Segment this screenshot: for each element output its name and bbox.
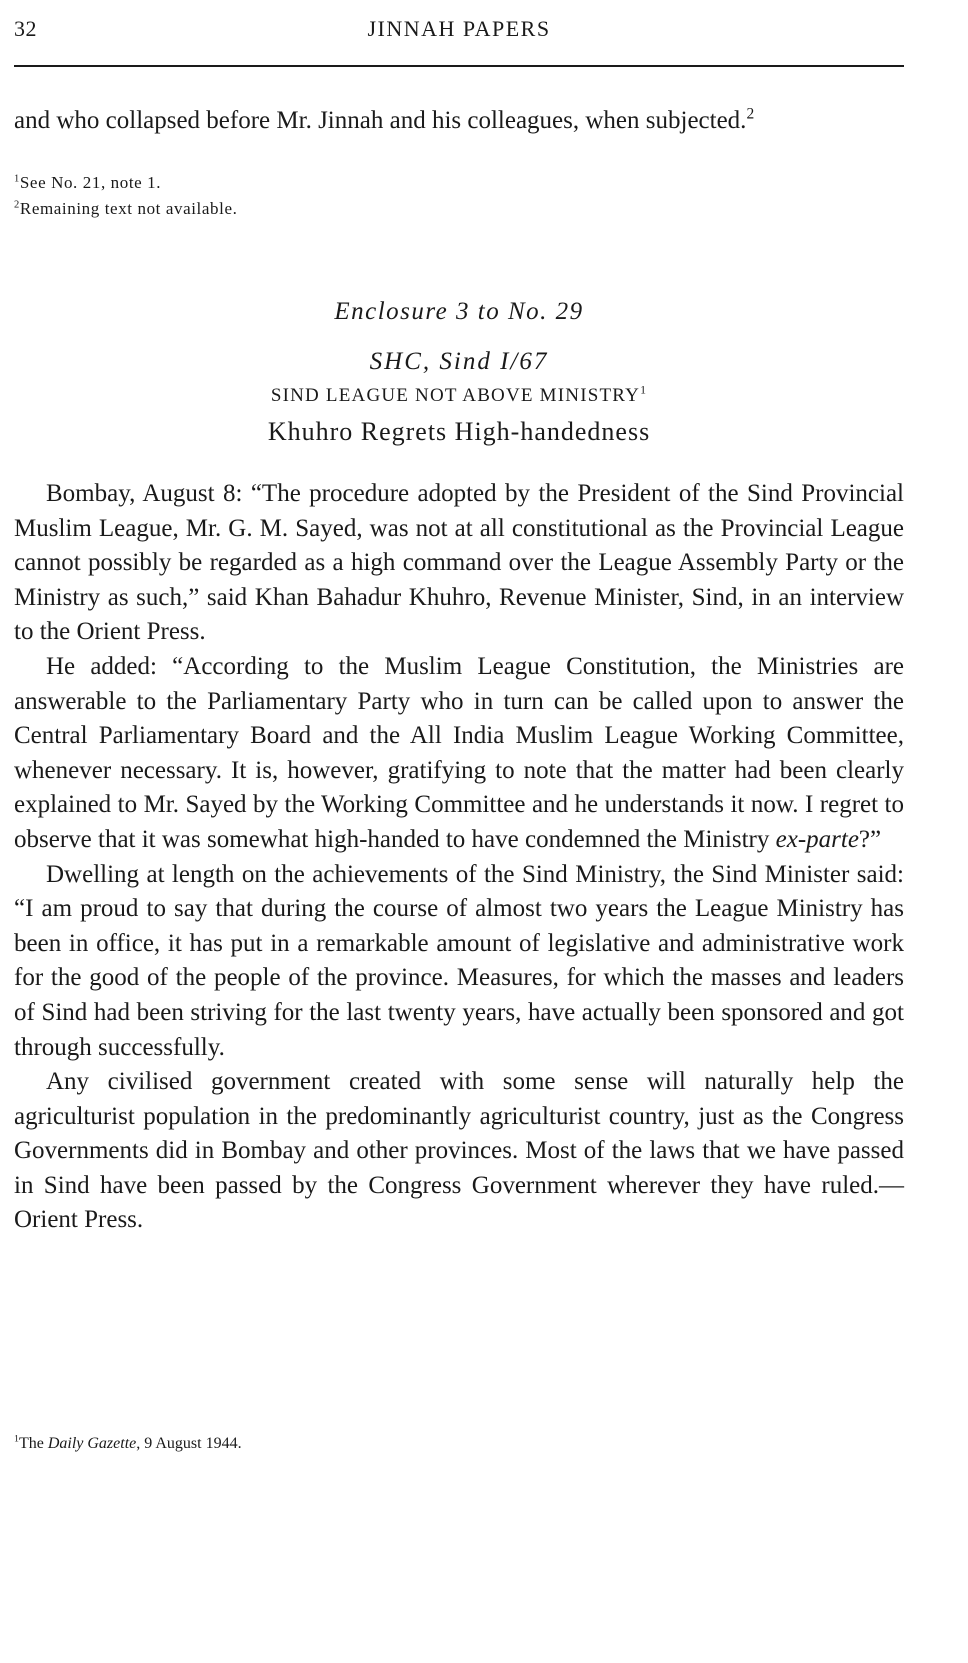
- footnote-text: The: [18, 1435, 48, 1452]
- note-reference: 2: [746, 105, 755, 123]
- italic-term: ex-parte: [775, 825, 859, 853]
- article-title-text: SIND LEAGUE NOT ABOVE MINISTRY: [270, 385, 641, 406]
- body-paragraph: Any civilised government created with some sense will naturally help the agriculturist population in the predominantly agriculturist country, just as the Congress Governments did in Bombay and other provinces. Most of the laws that we have passed in Sind have been passed by the Congress Government wherever they have ruled.—Orient Press.: [14, 1068, 904, 1234]
- footnote-text: Remaining text not available.: [19, 199, 238, 218]
- article-subtitle: Khuhro Regrets High-handedness: [267, 417, 651, 446]
- paragraph-text: ?”: [858, 825, 882, 853]
- footnote-marker: 1: [14, 173, 20, 185]
- continuation-text: and who collapsed before Mr. Jinnah and his colleagues, when subjected.: [14, 107, 747, 134]
- running-title: JINNAH PAPERS: [367, 16, 551, 41]
- running-head: [14, 12, 904, 48]
- archive-reference: SHC, Sind I/67: [369, 348, 549, 375]
- footnote-text: , 9 August 1944.: [136, 1435, 242, 1452]
- page-number: 32: [14, 16, 37, 41]
- document-heading: [14, 294, 904, 450]
- footnote-text: See No. 21, note 1.: [19, 173, 162, 192]
- footnote: [14, 170, 904, 196]
- footnotes-top: [14, 170, 904, 222]
- continuation-line: [14, 104, 904, 138]
- footnote-bottom: [14, 1432, 904, 1456]
- paragraph-text: He added: “According to the Muslim League Constitution, the Ministries are answerable to the Parliamentary Party who in turn can be called upon to answer the Central Parliamentary Board and the All India Muslim League Working Committee, whenever necessary. It is, however, gratifying to note that the matter had been clearly explained to Mr. Sayed by the Working Committee and he understands it now. I regret to observe that it was somewhat high-handed to have condemned the Ministry: [14, 652, 904, 853]
- body-paragraph: Bombay, August 8: “The procedure adopted by the President of the Sind Provincial Muslim League, Mr. G. M. Sayed, was not at all constitutional as the Provincial League cannot possibly be regarded as a high command over the League Assembly Party or the Ministry as such,” said Khan Bahadur Khuhro, Revenue Minister, Sind, in an interview to the Orient Press.: [14, 480, 904, 646]
- article-title: [14, 382, 904, 410]
- body-paragraph: [14, 650, 904, 858]
- note-reference: 1: [640, 383, 648, 397]
- publication-name: Daily Gazette: [47, 1435, 137, 1452]
- footnote: [14, 196, 904, 222]
- header-rule: [14, 65, 904, 67]
- footnote-marker: 2: [14, 199, 20, 211]
- body-paragraph: Dwelling at length on the achievements of the Sind Ministry, the Sind Minister said: “I am proud to say that during the course of almost two years the League Ministry has been in office, it has put in a remarkable amount of legislative and administrative work for the good of the people of the province. Measures, for which the masses and leaders of Sind had been striving for the last twenty years, have actually been sponsored and got through successfully.: [14, 860, 904, 1061]
- footnote: [14, 1432, 904, 1456]
- enclosure-label: Enclosure 3 to No. 29: [334, 298, 584, 325]
- footnote-marker: 1: [14, 1433, 19, 1445]
- article-body: [14, 477, 904, 1238]
